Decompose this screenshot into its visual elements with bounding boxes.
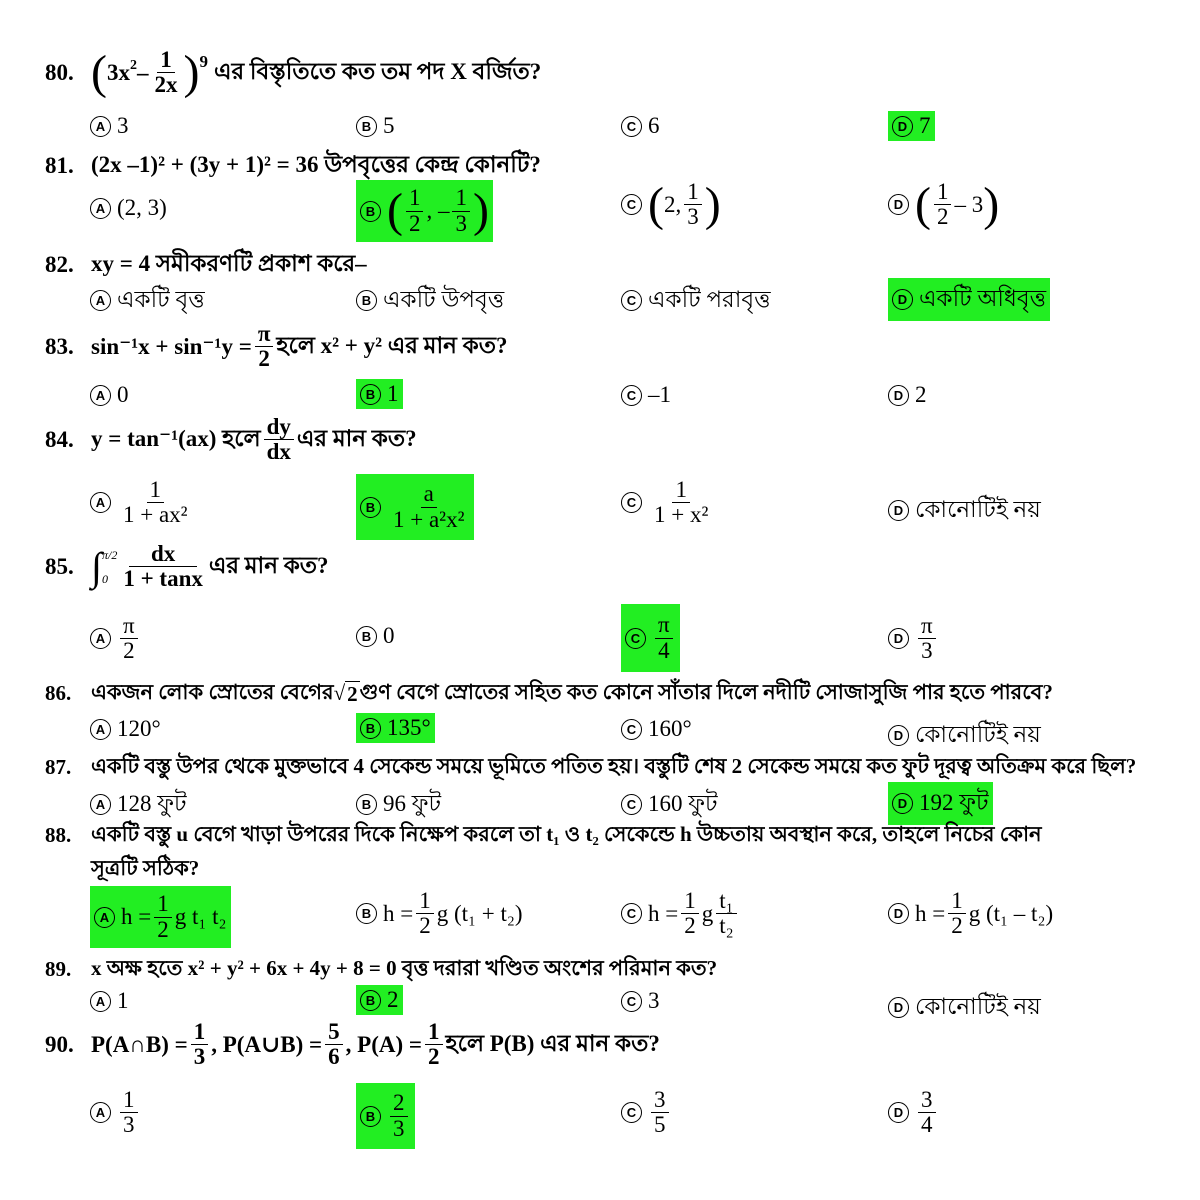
- option-a[interactable]: A (2, 3): [90, 195, 167, 221]
- option-letter-icon: A: [90, 794, 111, 815]
- option-letter-icon: B: [360, 201, 381, 222]
- option-letter-icon: D: [888, 385, 909, 406]
- option-b-correct[interactable]: B ( $\frac{1}{2}$ , – $\frac{1}{3}$ ): [356, 180, 493, 242]
- option-letter-icon: C: [621, 290, 642, 311]
- option-letter-icon: A: [90, 719, 111, 740]
- option-b[interactable]: B 0: [356, 623, 395, 649]
- option-a[interactable]: A $\frac{1}{\text{1 + ax²}}$: [90, 478, 194, 527]
- option-b-correct[interactable]: B $\frac{2}{3}$: [356, 1083, 415, 1149]
- option-a[interactable]: A $\frac{1}{3}$: [90, 1088, 141, 1137]
- option-c[interactable]: C 160°: [621, 716, 692, 742]
- option-c-correct[interactable]: C $\frac{\pi}{4}$: [621, 604, 680, 672]
- option-letter-icon: B: [356, 116, 377, 137]
- option-d[interactable]: D h = $\frac{1}{2}$ g (t₁ – t₂): [888, 889, 1053, 938]
- option-letter-icon: C: [621, 794, 642, 815]
- option-a[interactable]: A 3: [90, 113, 129, 139]
- option-letter-icon: B: [360, 384, 381, 405]
- option-letter-icon: D: [888, 628, 909, 649]
- question-page: 80. ( 3x $^2$ – $\frac{1}{2x}$ ) $^9$ এর বিস্তৃতিতে কত তম পদ X বর্জিত? A 3 B 5 C 6 D 7 81. (2x –1)² + (3y + 1)² = 36 উপবৃত্তের কেন্দ্র কোনটি? A (2, 3) B ( $\frac{1}{2}$ , – $\frac{1}{3}$ ) C ( 2, $\frac{1}{3}$ ) D ( $\frac{1}{2}$ – 3 ) 82. xy = 4 সমীকরণটি প্রকাশ করে– A একটি বৃত্ত B একটি উপবৃত্ত C একটি পরাবৃত্ত D একটি অধিবৃত্ত 83. sin⁻¹x + sin⁻¹y = $\frac{\pi}{2}$ হলে x² + y² এর মান কত? A 0 B 1 C –1 D 2 84. y = tan⁻¹(ax) হলে $\frac{dy}{dx}$ এর মান কত? A $\frac{1}{\text{1 + ax²}}$ B $\frac{a}{\text{1 + a²x²}}$ C $\frac{1}{\text{1 + x²}}$ D কোনোটিই নয় 85. ∫ π/2 0 $\frac{dx}{1 + \tan x}$ এর মান কত? A $\frac{\pi}{2}$ B 0 C $\frac{\pi}{4}$ D $\frac{\pi}{3}$ 86. একজন লোক স্রোতের বেগের √ 2 গুণ বেগে স্রোতের সহিত কত কোনে সাঁতার দিলে নদীটি সোজাসুজি পার হতে পারবে? A 120° B 135° C 160° D কোনোটিই নয় 87. একটি বস্তু উপর থেকে মুক্তভাবে 4 সেকেন্ড সময়ে ভূমিতে পতিত হয়। বস্তুটি শেষ 2 সেকেন্ড সময়ে কত ফুট দূরত্ব অতিক্রম করে ছিল? A 128 ফুট B 96 ফুট C 160 ফুট D 192 ফুট 88. একটি বস্তু u বেগে খাড়া উপরের দিকে নিক্ষেপ করলে তা t₁ ও t₂ সেকেন্ডে h উচ্চতায় অবস্থান করে, তাহলে নিচের কোন সূত্রটি সঠিক? A h = $\frac{1}{2}$ g t₁ t₂ B h = $\frac{1}{2}$ g (t₁ + t₂) C h = $\frac{1}{2}$ g $\frac{\text{t₁}}{\text{t₂}}$ D h = $\frac{1}{2}$ g (t₁ – t₂) 89. x অক্ষ হতে x² + y² + 6x + 4y + 8 = 0 বৃত্ত দরারা খণ্ডিত অংশের পরিমান কত? A 1 B 2 C 3 D কোনোটিই নয় 90. P(A∩B) = $\frac{1}{3}$ , P(A∪B) = $\frac{5}{6}$ , P(A) = $\frac{1}{2}$ হলে P(B) এর মান কত? A $\frac{1}{3}$ B $\frac{2}{3}$ C $\frac{3}{5}$ D $\frac{3}{4}$: [0, 0, 1200, 1200]
- option-b[interactable]: B h = $\frac{1}{2}$ g (t₁ + t₂): [356, 889, 523, 938]
- option-letter-icon: B: [356, 626, 377, 647]
- option-a[interactable]: A 0: [90, 382, 129, 408]
- option-b-correct[interactable]: B 1: [356, 379, 403, 409]
- option-letter-icon: D: [888, 1102, 909, 1123]
- fraction: $\frac{1}{2x}$: [154, 47, 178, 98]
- option-letter-icon: D: [892, 793, 913, 814]
- option-a[interactable]: A 1: [90, 988, 129, 1014]
- option-d[interactable]: D কোনোটিই নয়: [888, 988, 1041, 1027]
- option-d[interactable]: D ( $\frac{1}{2}$ – 3 ): [888, 180, 999, 229]
- option-letter-icon: C: [625, 628, 646, 649]
- option-letter-icon: D: [888, 500, 909, 521]
- option-letter-icon: A: [90, 492, 111, 513]
- option-letter-icon: B: [360, 990, 381, 1011]
- option-d-correct[interactable]: D 7: [888, 111, 935, 141]
- option-letter-icon: B: [356, 290, 377, 311]
- option-letter-icon: B: [356, 903, 377, 924]
- option-letter-icon: A: [90, 290, 111, 311]
- option-letter-icon: C: [621, 385, 642, 406]
- option-d[interactable]: D কোনোটিই নয়: [888, 716, 1041, 755]
- option-d[interactable]: D $\frac{\pi}{3}$: [888, 614, 939, 663]
- integral-sign: ∫ π/2 0: [91, 544, 118, 590]
- option-c[interactable]: C ( 2, $\frac{1}{3}$ ): [621, 180, 721, 229]
- option-c[interactable]: C 3: [621, 988, 660, 1014]
- option-b-correct[interactable]: B 2: [356, 985, 403, 1015]
- option-c[interactable]: C –1: [621, 382, 671, 408]
- option-a[interactable]: A $\frac{\pi}{2}$: [90, 614, 141, 663]
- option-letter-icon: C: [621, 991, 642, 1012]
- option-c[interactable]: C 160 ফুট: [621, 785, 718, 824]
- option-letter-icon: C: [621, 903, 642, 924]
- option-d[interactable]: D কোনোটিই নয়: [888, 491, 1041, 530]
- option-c[interactable]: C $\frac{3}{5}$: [621, 1088, 672, 1137]
- option-letter-icon: B: [360, 1106, 381, 1127]
- option-letter-icon: A: [90, 628, 111, 649]
- option-c[interactable]: C $\frac{1}{\text{1 + x²}}$: [621, 478, 714, 527]
- option-letter-icon: A: [90, 116, 111, 137]
- question-text: 80. ( 3x $^2$ – $\frac{1}{2x}$ ) $^9$ এর বিস্তৃতিতে কত তম পদ X বর্জিত?: [45, 45, 542, 99]
- option-letter-icon: B: [356, 794, 377, 815]
- option-d-correct[interactable]: D একটি অধিবৃত্ত: [888, 278, 1050, 321]
- option-c[interactable]: C 6: [621, 113, 660, 139]
- option-letter-icon: A: [90, 198, 111, 219]
- option-a[interactable]: A একটি বৃত্ত: [90, 281, 205, 320]
- option-letter-icon: C: [621, 719, 642, 740]
- option-b-correct[interactable]: B 135°: [356, 713, 435, 743]
- option-letter-icon: B: [360, 718, 381, 739]
- option-letter-icon: D: [888, 903, 909, 924]
- option-d-correct[interactable]: D 192 ফুট: [888, 782, 993, 825]
- option-letter-icon: C: [621, 492, 642, 513]
- option-letter-icon: D: [888, 997, 909, 1018]
- option-a-correct[interactable]: A h = $\frac{1}{2}$ g t₁ t₂: [90, 886, 231, 948]
- option-d[interactable]: D $\frac{3}{4}$: [888, 1088, 939, 1137]
- option-a[interactable]: A 120°: [90, 716, 161, 742]
- option-letter-icon: C: [621, 1102, 642, 1123]
- option-letter-icon: C: [621, 194, 642, 215]
- option-c[interactable]: C h = $\frac{1}{2}$ g $\frac{\text{t₁}}{\text{t₂}}$: [621, 889, 740, 938]
- option-b-correct[interactable]: B $\frac{a}{\text{1 + a²x²}}$: [356, 474, 474, 540]
- option-letter-icon: A: [90, 385, 111, 406]
- option-letter-icon: C: [621, 116, 642, 137]
- option-letter-icon: A: [94, 907, 115, 928]
- option-letter-icon: A: [90, 1102, 111, 1123]
- option-b[interactable]: B একটি উপবৃত্ত: [356, 281, 504, 320]
- option-letter-icon: D: [888, 725, 909, 746]
- option-a[interactable]: A 128 ফুট: [90, 785, 187, 824]
- option-letter-icon: D: [892, 116, 913, 137]
- option-c[interactable]: C একটি পরাবৃত্ত: [621, 281, 771, 320]
- option-letter-icon: B: [360, 497, 381, 518]
- option-letter-icon: D: [892, 289, 913, 310]
- option-b[interactable]: B 5: [356, 113, 395, 139]
- option-letter-icon: D: [888, 194, 909, 215]
- option-b[interactable]: B 96 ফুট: [356, 785, 441, 824]
- option-letter-icon: A: [90, 991, 111, 1012]
- option-d[interactable]: D 2: [888, 382, 927, 408]
